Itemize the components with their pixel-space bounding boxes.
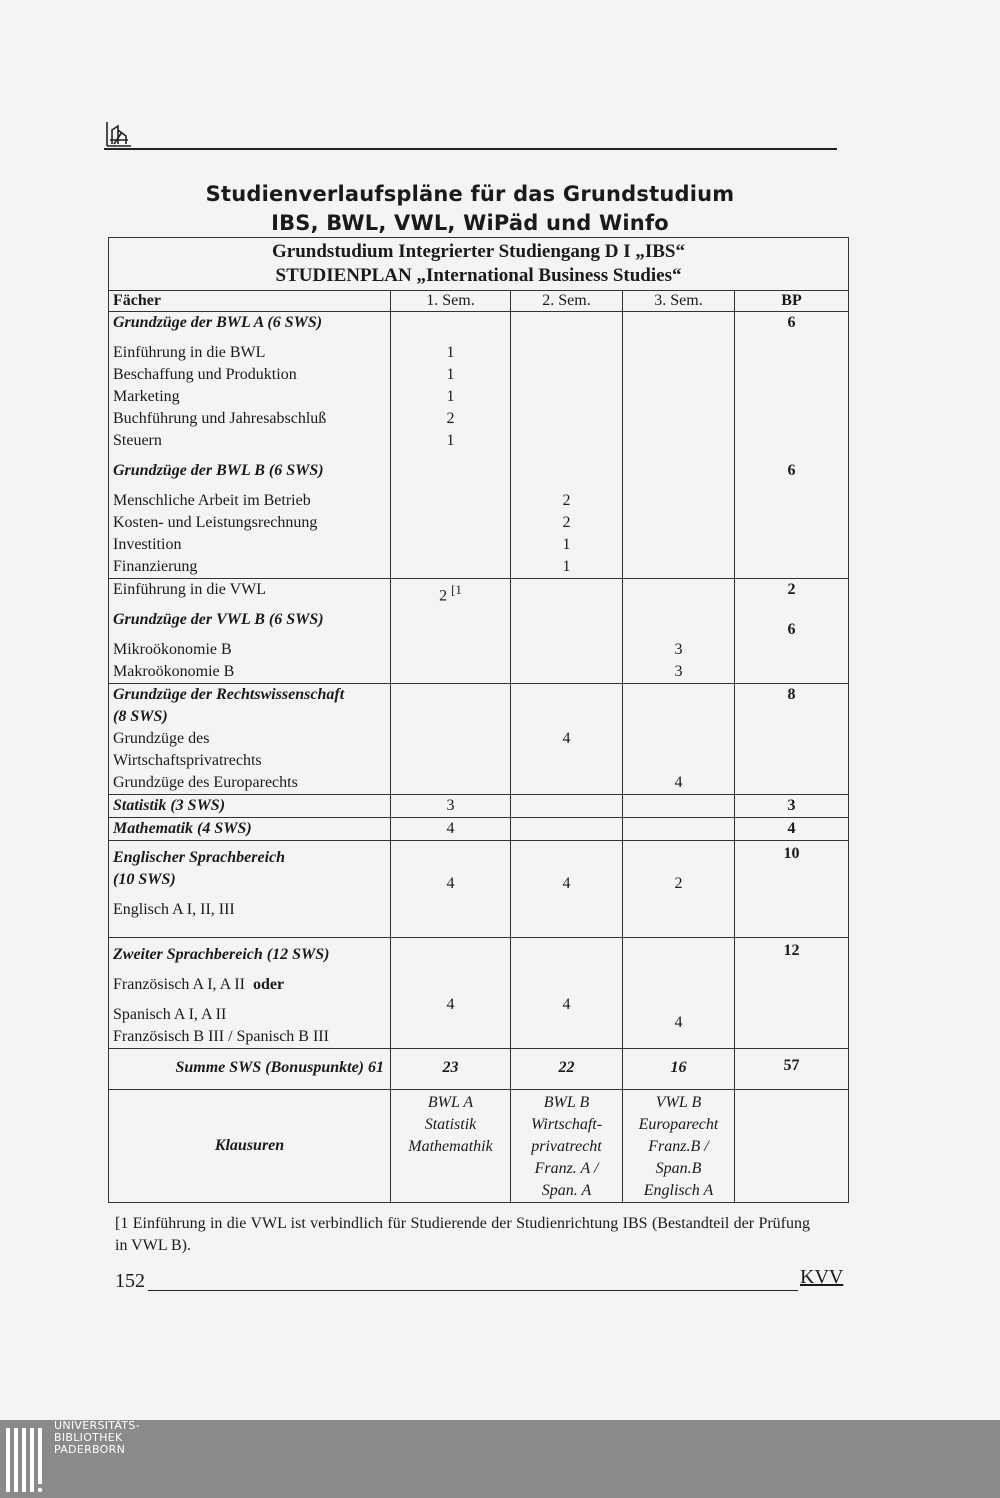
- column-sem3: 3. Sem.: [623, 291, 735, 312]
- page-subtitle: IBS, BWL, VWL, WiPäd und Winfo: [271, 211, 669, 235]
- bwl-sem3-cell: [623, 312, 735, 579]
- sws-value: 2: [446, 410, 455, 427]
- vwl-sem2-cell: [511, 579, 623, 684]
- list-item: Mikroökonomie B: [113, 641, 232, 658]
- footnote-marker: [1: [115, 1215, 129, 1232]
- page-title: Studienverlaufspläne für das Grundstudium: [205, 182, 735, 206]
- englisch-heading: Englischer Sprachbereich: [113, 849, 286, 866]
- bp-value: 3: [735, 795, 849, 818]
- sws-value: 4: [674, 774, 683, 791]
- zweit-cell: [109, 938, 391, 1049]
- list-item: Spanisch A I, A II: [113, 1006, 227, 1023]
- library-name: [54, 1420, 140, 1456]
- zweit-heading: Zweiter Sprachbereich (12 SWS): [113, 946, 330, 963]
- sws-value: 1: [562, 536, 571, 553]
- sws-value: 1: [562, 558, 571, 575]
- university-seal-icon: [104, 118, 134, 150]
- exam-item: Franz. A /: [534, 1160, 599, 1177]
- library-banner: [0, 1420, 1000, 1498]
- statistik-heading: Statistik (3 SWS): [109, 795, 391, 818]
- column-header-row: [109, 291, 849, 312]
- vwl-sem3-cell: [623, 579, 735, 684]
- table-row: [109, 841, 849, 938]
- list-item: Finanzierung: [113, 558, 198, 575]
- library-logo-icon: [6, 1428, 44, 1492]
- list-item: Kosten- und Leistungsrechnung: [113, 514, 318, 531]
- exam-item: Englisch A: [643, 1182, 714, 1199]
- list-item-suffix: oder: [253, 976, 285, 993]
- list-item: Grundzüge des Europarechts: [113, 774, 298, 791]
- vwl-bp-cell: [735, 579, 849, 684]
- summe-sem2: 22: [511, 1049, 623, 1090]
- sws-value: 4: [446, 875, 455, 892]
- exam-item: Mathemathik: [408, 1138, 493, 1155]
- sws-value: 2: [562, 514, 571, 531]
- bp-value: 2: [787, 581, 796, 598]
- list-item: Einführung in die BWL: [113, 344, 266, 361]
- bwl-sem2-cell: [511, 312, 623, 579]
- header-rule: [104, 148, 837, 150]
- table-row: [109, 1049, 849, 1090]
- list-item: Steuern: [113, 432, 162, 449]
- vwl-b-heading: Grundzüge der VWL B (6 SWS): [113, 611, 324, 628]
- englisch-cell: [109, 841, 391, 938]
- column-sem2: 2. Sem.: [511, 291, 623, 312]
- exam-item: Franz.B /: [648, 1138, 709, 1155]
- klausuren-sem3: [623, 1090, 735, 1203]
- list-item: Englisch A I, II, III: [113, 901, 235, 918]
- bp-value: 8: [787, 686, 796, 703]
- exam-item: Span.B: [655, 1160, 702, 1177]
- bp-value: 6: [787, 314, 796, 331]
- sws-value: 1: [446, 344, 455, 361]
- sws-value: 4: [562, 875, 571, 892]
- exam-item: privatrecht: [531, 1138, 602, 1155]
- sws-value: 4: [562, 996, 571, 1013]
- list-item: Französisch B III / Spanisch B III: [113, 1028, 329, 1045]
- column-bp: BP: [735, 291, 849, 312]
- bwl-b-heading: Grundzüge der BWL B (6 SWS): [113, 462, 324, 479]
- sws-value: 2: [674, 875, 683, 892]
- list-item: Wirtschaftsprivatrechts: [113, 752, 262, 769]
- table-header: [109, 238, 849, 291]
- list-item: Grundzüge des: [113, 730, 210, 747]
- footnote-text: Einführung in die VWL ist verbindlich für Studierende der Studienrichtung IBS (Bestandteil der Prüfung in VWL B).: [115, 1215, 811, 1254]
- page-number: 152: [115, 1270, 145, 1292]
- sws-value: 3: [391, 795, 511, 818]
- library-line1: UNIVERSITÄTS-: [54, 1419, 140, 1432]
- klausuren-sem1: [391, 1090, 511, 1203]
- bwl-bp-cell: [735, 312, 849, 579]
- table-row: [109, 1090, 849, 1203]
- klausuren-sem2: [511, 1090, 623, 1203]
- bp-value: 6: [787, 621, 796, 638]
- sws-value: 3: [674, 641, 683, 658]
- exam-item: Span. A: [541, 1182, 592, 1199]
- column-sem1: 1. Sem.: [391, 291, 511, 312]
- bwl-a-heading: Grundzüge der BWL A (6 SWS): [113, 314, 323, 331]
- sws-value: 4: [446, 996, 455, 1013]
- footnote: [115, 1213, 810, 1257]
- list-item: Marketing: [113, 388, 180, 405]
- sws-value: 1: [446, 432, 455, 449]
- list-item: [113, 974, 386, 996]
- recht-sem3-cell: [623, 684, 735, 795]
- library-line3: PADERBORN: [54, 1443, 126, 1456]
- sws-value: 1: [446, 388, 455, 405]
- summe-sem1: 23: [391, 1049, 511, 1090]
- list-item: Einführung in die VWL: [113, 581, 267, 598]
- bp-value: 6: [787, 462, 796, 479]
- list-item: Makroökonomie B: [113, 663, 235, 680]
- recht-heading: Grundzüge der Rechtswissenschaft: [113, 686, 345, 703]
- sws-value: 1: [446, 366, 455, 383]
- sws-value: 2: [562, 492, 571, 509]
- list-item-text: Französisch A I, A II: [113, 976, 245, 993]
- exam-item: Wirtschaft-: [530, 1116, 603, 1133]
- exam-item: BWL B: [543, 1094, 590, 1111]
- table-row: [109, 795, 849, 818]
- sws-value: 2: [439, 587, 448, 605]
- summe-bp: 57: [735, 1049, 849, 1090]
- sws-value: 4: [562, 730, 571, 747]
- sws-value: 3: [674, 663, 683, 680]
- klausuren-label: Klausuren: [109, 1090, 391, 1203]
- bp-value: 4: [735, 818, 849, 841]
- recht-cell: [109, 684, 391, 795]
- list-item: Menschliche Arbeit im Betrieb: [113, 492, 311, 509]
- recht-sem1-cell: [391, 684, 511, 795]
- vwl-sem1-cell: [391, 579, 511, 684]
- bp-value: 10: [783, 845, 800, 862]
- table-row: [109, 938, 849, 1049]
- library-line2: BIBLIOTHEK: [54, 1431, 123, 1444]
- sws-value: 4: [674, 1014, 683, 1031]
- exam-item: Europarecht: [638, 1116, 719, 1133]
- table-row: [109, 312, 849, 579]
- running-footer: KVV: [800, 1266, 844, 1288]
- bwl-cell: [109, 312, 391, 579]
- bwl-sem1-cell: [391, 312, 511, 579]
- list-item: Beschaffung und Produktion: [113, 366, 297, 383]
- summe-label: Summe SWS (Bonuspunkte) 61: [109, 1049, 391, 1090]
- table-row: [109, 684, 849, 795]
- sws-value: 4: [391, 818, 511, 841]
- exam-item: Statistik: [424, 1116, 477, 1133]
- bp-value: 12: [783, 942, 800, 959]
- recht-heading-sws: (8 SWS): [113, 708, 168, 725]
- mathe-heading: Mathematik (4 SWS): [109, 818, 391, 841]
- vwl-cell: [109, 579, 391, 684]
- list-item: Investition: [113, 536, 182, 553]
- table-row: [109, 579, 849, 684]
- summe-sem3: 16: [623, 1049, 735, 1090]
- table-header-line2: STUDIENPLAN „International Business Studies“: [275, 265, 682, 286]
- column-subjects: Fächer: [109, 291, 391, 312]
- list-item: Buchführung und Jahresabschluß: [113, 410, 327, 427]
- study-plan-table: [108, 237, 849, 1203]
- footnote-marker: [1: [451, 582, 462, 597]
- table-header-line1: Grundstudium Integrierter Studiengang D I „IBS“: [272, 241, 685, 262]
- footer-rule: [148, 1290, 798, 1291]
- exam-item: VWL B: [655, 1094, 702, 1111]
- recht-bp-cell: [735, 684, 849, 795]
- exam-item: BWL A: [427, 1094, 474, 1111]
- table-row: [109, 818, 849, 841]
- englisch-heading-sws: (10 SWS): [113, 871, 176, 888]
- recht-sem2-cell: [511, 684, 623, 795]
